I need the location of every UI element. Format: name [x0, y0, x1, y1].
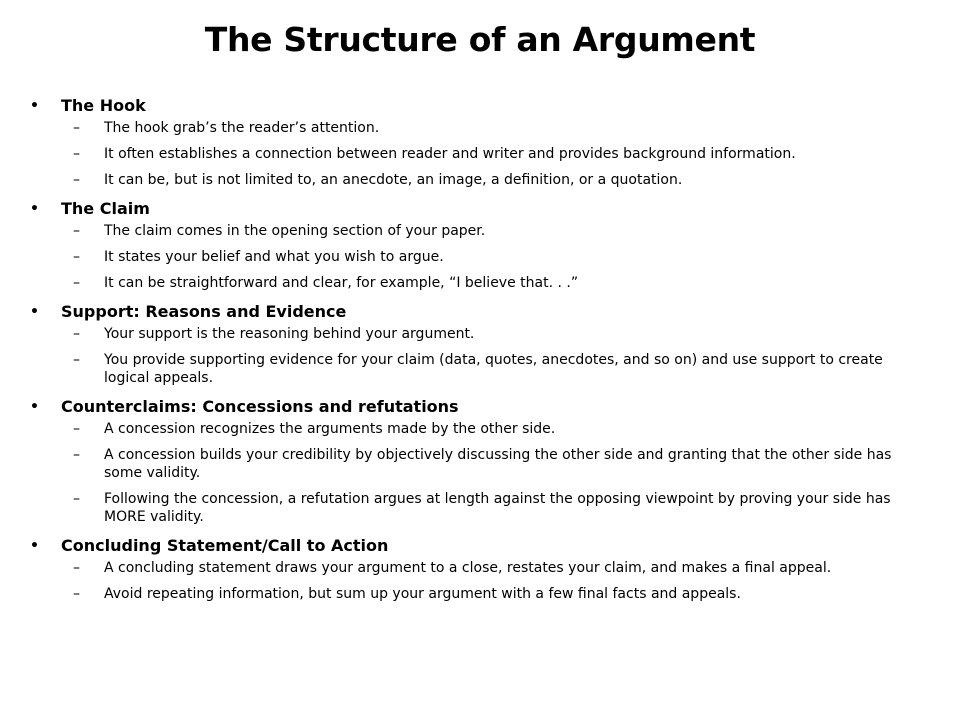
list-item-text: It states your belief and what you wish to argue.: [104, 249, 444, 265]
list-item-text: The hook grab’s the reader’s attention.: [104, 120, 380, 136]
section-heading-row: [30, 536, 930, 556]
dash-icon: –: [73, 491, 80, 507]
section-the-hook: [30, 96, 930, 189]
slide-title: The Structure of an Argument: [204, 20, 756, 59]
section-heading-row: [30, 397, 930, 417]
list-item-text: Your support is the reasoning behind your argument.: [104, 326, 475, 342]
dash-icon: –: [73, 146, 80, 162]
section-concluding-statement: [30, 536, 930, 603]
list-item: [30, 559, 930, 577]
dash-icon: –: [73, 421, 80, 437]
sub-list: [30, 222, 930, 292]
dash-icon: –: [73, 275, 80, 291]
dash-icon: –: [73, 249, 80, 265]
section-heading: Support: Reasons and Evidence: [61, 302, 347, 321]
section-heading-row: [30, 302, 930, 322]
dash-icon: –: [73, 172, 80, 188]
list-item: [30, 222, 930, 240]
list-item: [30, 119, 930, 137]
list-item: [30, 585, 930, 603]
section-support: [30, 302, 930, 387]
section-heading-row: [30, 199, 930, 219]
section-heading-row: [30, 96, 930, 116]
list-item-text: A concluding statement draws your argument to a close, restates your claim, and makes a final appeal.: [104, 560, 832, 576]
list-item: [30, 490, 930, 526]
dash-icon: –: [73, 560, 80, 576]
sub-list: [30, 325, 930, 387]
bullet-icon: •: [30, 201, 39, 217]
list-item-text: A concession recognizes the arguments made by the other side.: [104, 421, 556, 437]
dash-icon: –: [73, 447, 80, 463]
section-heading: Concluding Statement/Call to Action: [61, 536, 389, 555]
sub-list: [30, 119, 930, 189]
bullet-icon: •: [30, 538, 39, 554]
list-item: [30, 248, 930, 266]
list-item-text: A concession builds your credibility by objectively discussing the other side and granting that the other side has some validity.: [104, 447, 892, 481]
dash-icon: –: [73, 326, 80, 342]
sub-list: [30, 420, 930, 526]
list-item: [30, 420, 930, 438]
bullet-icon: •: [30, 399, 39, 415]
slide-content: [30, 96, 930, 613]
list-item: [30, 325, 930, 343]
section-heading: The Hook: [61, 96, 146, 115]
dash-icon: –: [73, 120, 80, 136]
list-item-text: You provide supporting evidence for your claim (data, quotes, anecdotes, and so on) and use support to create logical appeals.: [104, 352, 883, 386]
bullet-icon: •: [30, 98, 39, 114]
bullet-icon: •: [30, 304, 39, 320]
list-item-text: Following the concession, a refutation argues at length against the opposing viewpoint by proving your side has MORE validity.: [104, 491, 891, 525]
dash-icon: –: [73, 352, 80, 368]
section-heading: Counterclaims: Concessions and refutations: [61, 397, 459, 416]
dash-icon: –: [73, 223, 80, 239]
list-item-text: It often establishes a connection between reader and writer and provides background information.: [104, 146, 796, 162]
list-item-text: It can be straightforward and clear, for example, “I believe that. . .”: [104, 275, 579, 291]
sub-list: [30, 559, 930, 603]
list-item-text: It can be, but is not limited to, an anecdote, an image, a definition, or a quotation.: [104, 172, 683, 188]
list-item-text: The claim comes in the opening section of your paper.: [104, 223, 486, 239]
section-counterclaims: [30, 397, 930, 526]
dash-icon: –: [73, 586, 80, 602]
list-item: [30, 446, 930, 482]
section-heading: The Claim: [61, 199, 150, 218]
list-item: [30, 351, 930, 387]
list-item: [30, 171, 930, 189]
list-item: [30, 274, 930, 292]
section-the-claim: [30, 199, 930, 292]
list-item: [30, 145, 930, 163]
list-item-text: Avoid repeating information, but sum up your argument with a few final facts and appeals.: [104, 586, 741, 602]
